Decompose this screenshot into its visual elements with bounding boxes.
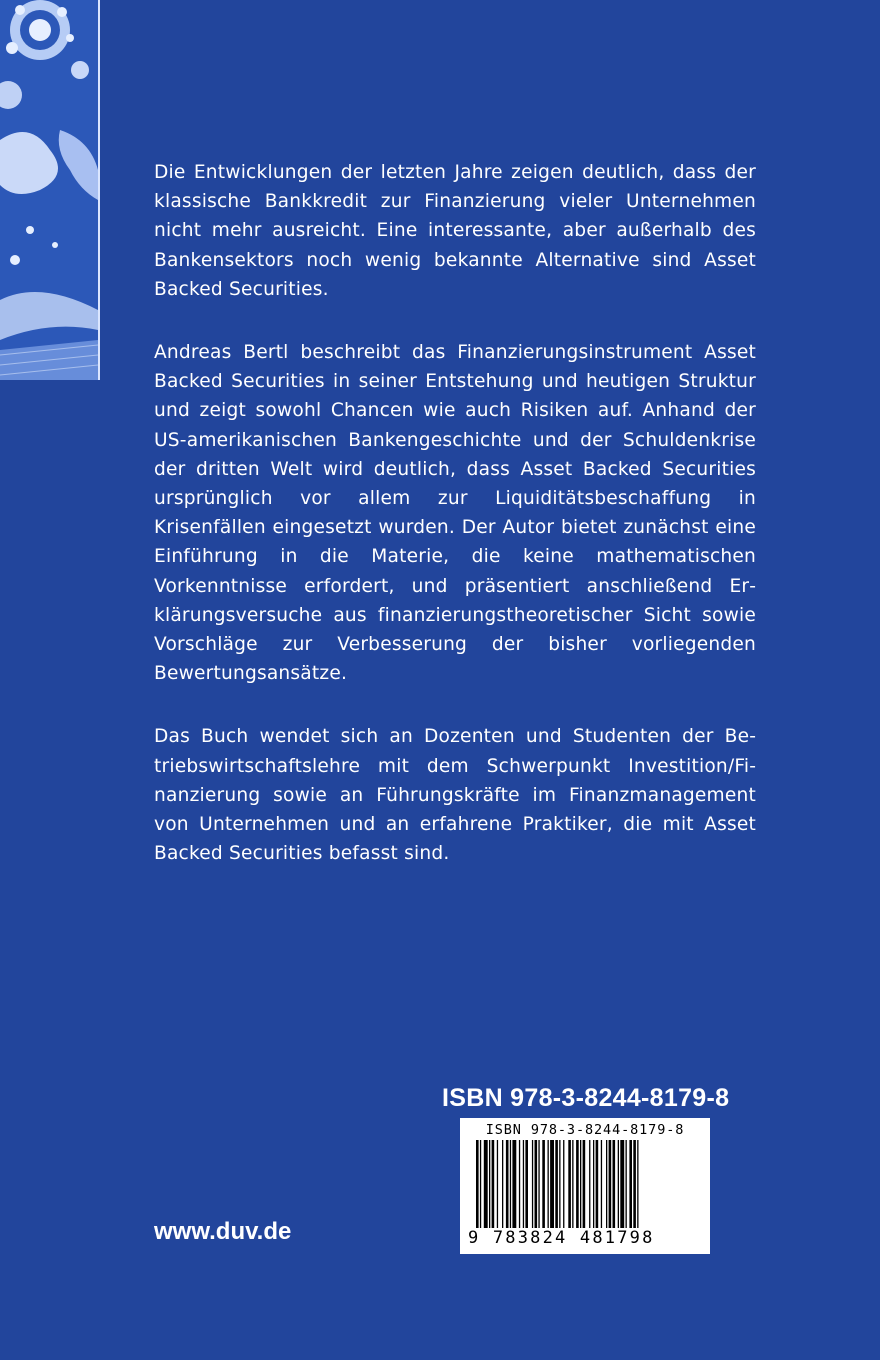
barcode-bars [466,1140,704,1228]
paragraph-intro: Die Entwicklungen der letzten Jahre zeigen deutlich, dass der klassische Bankkredit zur Finanzierung vieler Unternehmen nicht mehr ausreicht. Eine interessante, aber außerhalb des Bankensektors noch wenig bekannte Alternative sind Asset Backed Securities. [154,162,756,300]
paragraph-audience: Das Buch wendet sich an Dozenten und Studenten der Betriebswirtschaftslehre mit dem Schwerpunkt Investition/Finanzierung sowie an Führungskräfte im Finanzmanagement von Unternehmen und an erfahrene Praktiker, die mit Asset Backed Securities befasst sind. [154,726,756,865]
barcode [460,1118,710,1254]
barcode-bars-graphic [466,1140,704,1228]
blurb-text [154,158,756,902]
barcode-digits: 9 783824 481798 [468,1228,655,1248]
publisher-website: www.duv.de [154,1218,292,1245]
paragraph-author: Andreas Bertl beschreibt das Finanzierungsinstrument Asset Backed Securities in seiner Entstehung und heutigen Struktur und zeigt sowohl Chancen wie auch Risiken auf. Anhand der US-amerikanischen Bankengeschichte und der Schuldenkrise der dritten Welt wird deutlich, dass Asset Backed Securities ursprünglich vor allem zur Liquiditätsbeschaffung in Krisenfällen eingesetzt wurden. Der Autor bietet zunächst eine Einführung in die Materie, die keine mathematischen Vorkenntnisse erfordert, und präsentiert anschließend Erklärungsversuche aus finanzierungstheoretischer Sicht sowie Vorschläge zur Verbesserung der bisher vorliegenden Bewertungsansätze. [154,342,756,685]
barcode-isbn-text: ISBN 978-3-8244-8179-8 [485,1122,685,1138]
isbn-label: ISBN 978-3-8244-8179-8 [442,1084,730,1112]
cover-artwork [0,0,100,380]
abstract-pattern-image [0,0,98,380]
